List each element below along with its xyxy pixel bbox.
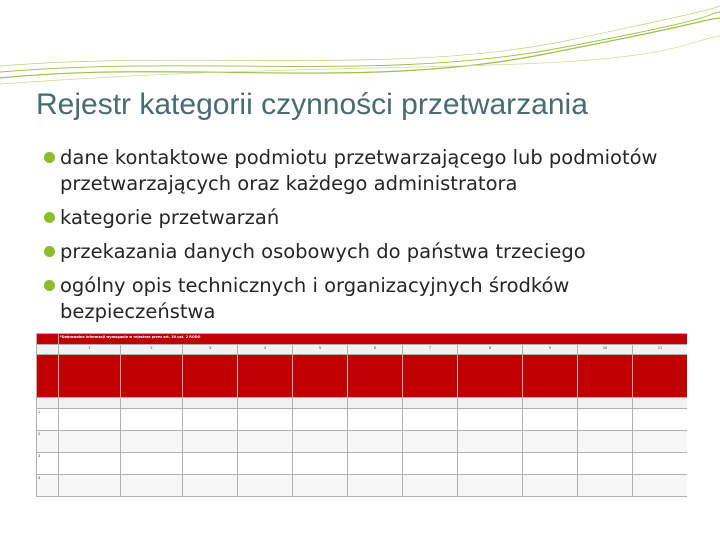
row-label: 3 [37, 453, 59, 475]
column-number: 11 [633, 345, 688, 355]
table-row [37, 431, 688, 453]
bullet-list [44, 145, 704, 333]
register-table [36, 333, 687, 497]
column-number: 4 [238, 345, 293, 355]
table-subheader-row [37, 398, 688, 409]
bullet-item [44, 205, 704, 231]
bullet-item [44, 145, 704, 197]
column-number: 6 [348, 345, 403, 355]
decorative-swoosh-lines [0, 0, 720, 90]
column-number: 8 [458, 345, 523, 355]
table-row [37, 453, 688, 475]
column-number: 9 [523, 345, 578, 355]
register-table-image [36, 333, 687, 517]
bullet-dot-icon [44, 212, 55, 223]
bullet-item [44, 239, 704, 265]
row-label: 2 [37, 431, 59, 453]
table-row [37, 409, 688, 431]
bullet-dot-icon [44, 152, 55, 163]
column-number: 3 [183, 345, 238, 355]
table-top-header [37, 334, 688, 345]
bullet-text: ogólny opis technicznych i organizacyjnych środków bezpieczeństwa [60, 274, 570, 323]
slide-title: Rejestr kategorii czynności przetwarzania [36, 88, 588, 121]
bullet-text: kategorie przetwarzań [60, 206, 280, 229]
row-label: 4 [37, 475, 59, 497]
bullet-text: przekazania danych osobowych do państwa trzeciego [60, 240, 586, 263]
table-number-row [37, 345, 688, 355]
table-row [37, 475, 688, 497]
row-label: 1 [37, 409, 59, 431]
bullet-dot-icon [44, 246, 55, 257]
column-number: 5 [293, 345, 348, 355]
bullet-text: dane kontaktowe podmiotu przetwarzającego lub podmiotów przetwarzających oraz każdego administratora [60, 146, 658, 195]
table-column-header-row [37, 355, 688, 398]
bullet-item [44, 273, 704, 325]
bullet-dot-icon [44, 280, 55, 291]
column-number: 7 [403, 345, 458, 355]
column-number: 1 [59, 345, 121, 355]
table-top-header-text: *Dobrowolne informacji wymaganie w rejestrze przez art. 30 ust. 2 RODO [59, 334, 688, 345]
column-number: 2 [121, 345, 183, 355]
column-number: 10 [578, 345, 633, 355]
